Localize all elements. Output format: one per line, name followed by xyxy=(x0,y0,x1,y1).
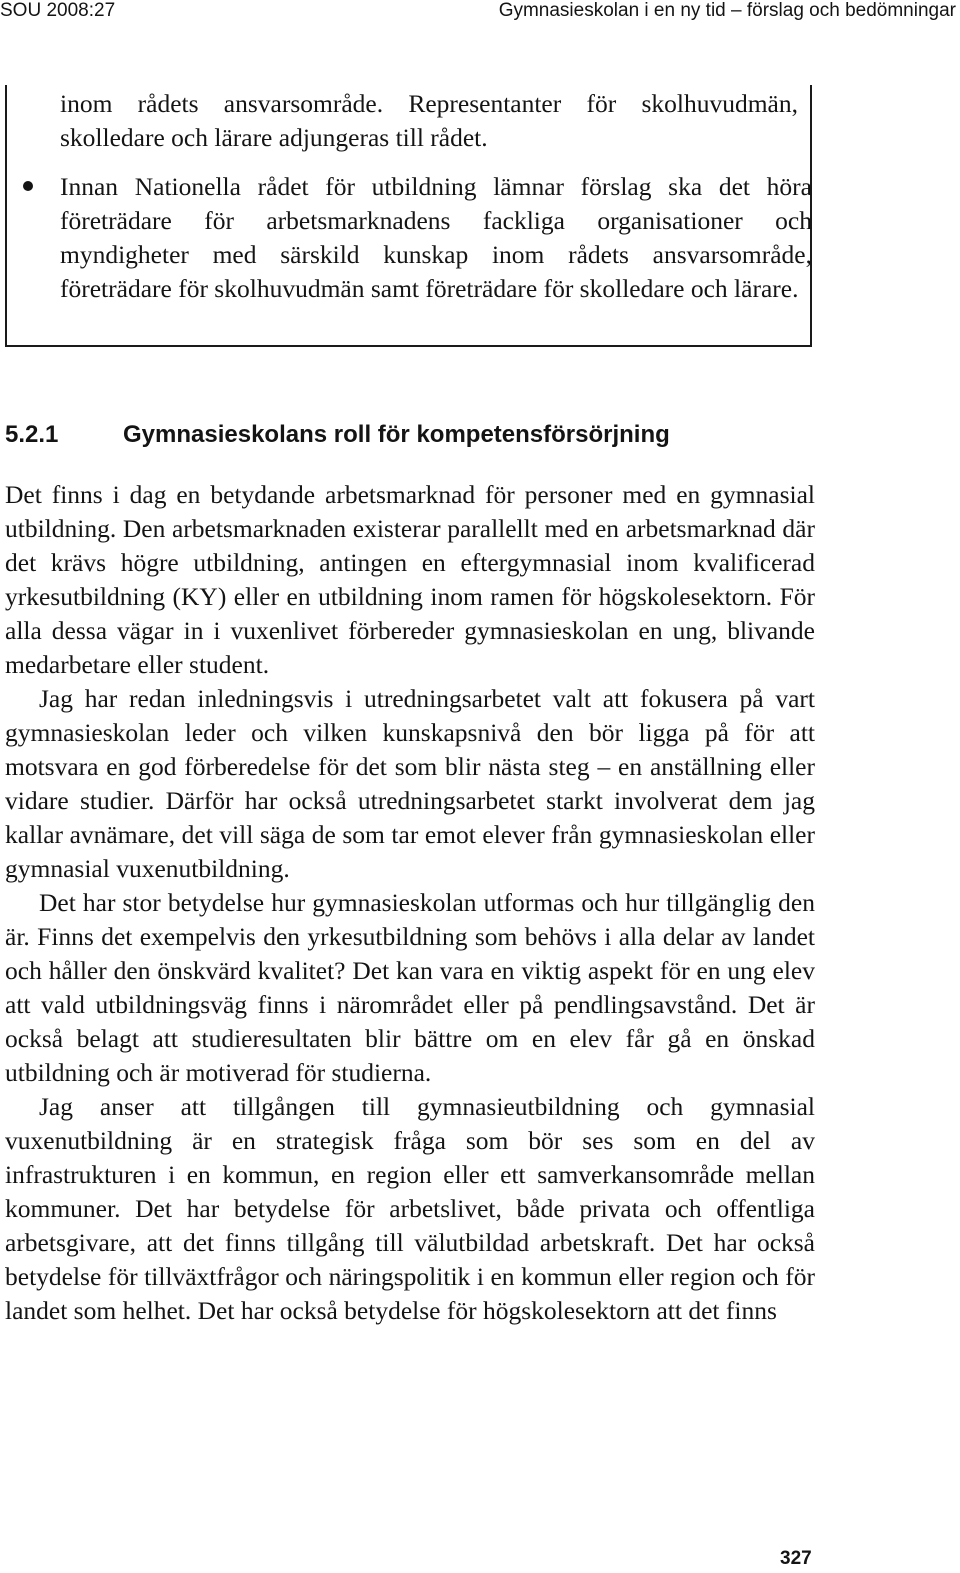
paragraph: Det finns i dag en betydande arbetsmarknad för personer med en gymnasial utbildning. Den arbetsmarknaden existerar parallellt med en arbetsmarknad där det krävs högre utbildning, antingen en eftergymnasial inom kvalificerad yrkesutbildning (KY) eller en utbildning inom ramen för högskolesektorn. För alla dessa vägar in i vuxenlivet förbereder gymnasieskolan en ung, blivande medarbetare eller student. xyxy=(5,480,815,679)
page-header xyxy=(0,0,960,22)
box-continuation-text: inom rådets ansvarsområde. Representanter för skolhuvudmän, skolledare och lärare adjungeras till rådet. xyxy=(60,89,798,152)
box-bullet-text: Innan Nationella rådet för utbildning lämnar förslag ska det höra företrädare för arbetsmarknadens fackliga organisationer och myndigheter med särskild kunskap inom rådets ansvarsområde, företrädare för skolhuvudmän samt företrädare för skolledare och lärare. xyxy=(60,172,812,303)
body-text xyxy=(5,478,815,1328)
paragraph: Det har stor betydelse hur gymnasieskolan utformas och hur tillgänglig den är. Finns det exempelvis den yrkesutbildning som behövs i alla delar av landet och håller den önskvärd kvalitet? Det kan vara en viktig aspekt för en ung elev att vald utbildningsväg finns i närområdet eller på pendlingsavstånd. Det är också belagt att studieresultaten blir bättre om en elev får gå en önskad utbildning och är motiverad för studierna. xyxy=(5,888,815,1087)
section-number: 5.2.1 xyxy=(5,421,59,448)
paragraph: Jag anser att tillgången till gymnasieutbildning och gymnasial vuxenutbildning är en strategisk fråga som bör ses som en del av infrastrukturen i en kommun, en region eller ett samverkansområde mellan kommuner. Det har betydelse för arbetslivet, både privata och offentliga arbetsgivare, att det finns tillgång till välutbildad arbetskraft. Det har också betydelse för tillväxtfrågor och näringspolitik i en kommun eller region och för landet som helhet. Det har också betydelse för högskolesektorn att det finns xyxy=(5,1092,815,1325)
section-heading xyxy=(5,418,815,452)
bullet-icon xyxy=(23,181,33,191)
page-number: 327 xyxy=(780,1548,812,1569)
report-id: SOU 2008:27 xyxy=(0,0,116,21)
running-title: Gymnasieskolan i en ny tid – förslag och bedömningar xyxy=(498,0,956,21)
paragraph: Jag har redan inledningsvis i utredningsarbetet valt att fokusera på vart gymnasieskolan leder och vilken kunskapsnivå den bör ligga på för att motsvara en god förberedelse för det som blir nästa steg – en anställning eller vidare studier. Därför har också utredningsarbetet starkt involverat dem jag kallar avnämare, det vill säga de som tar emot elever från gymnasieskolan eller gymnasial vuxenutbildning. xyxy=(5,684,815,883)
section-title: Gymnasieskolans roll för kompetensförsörjning xyxy=(123,421,670,448)
